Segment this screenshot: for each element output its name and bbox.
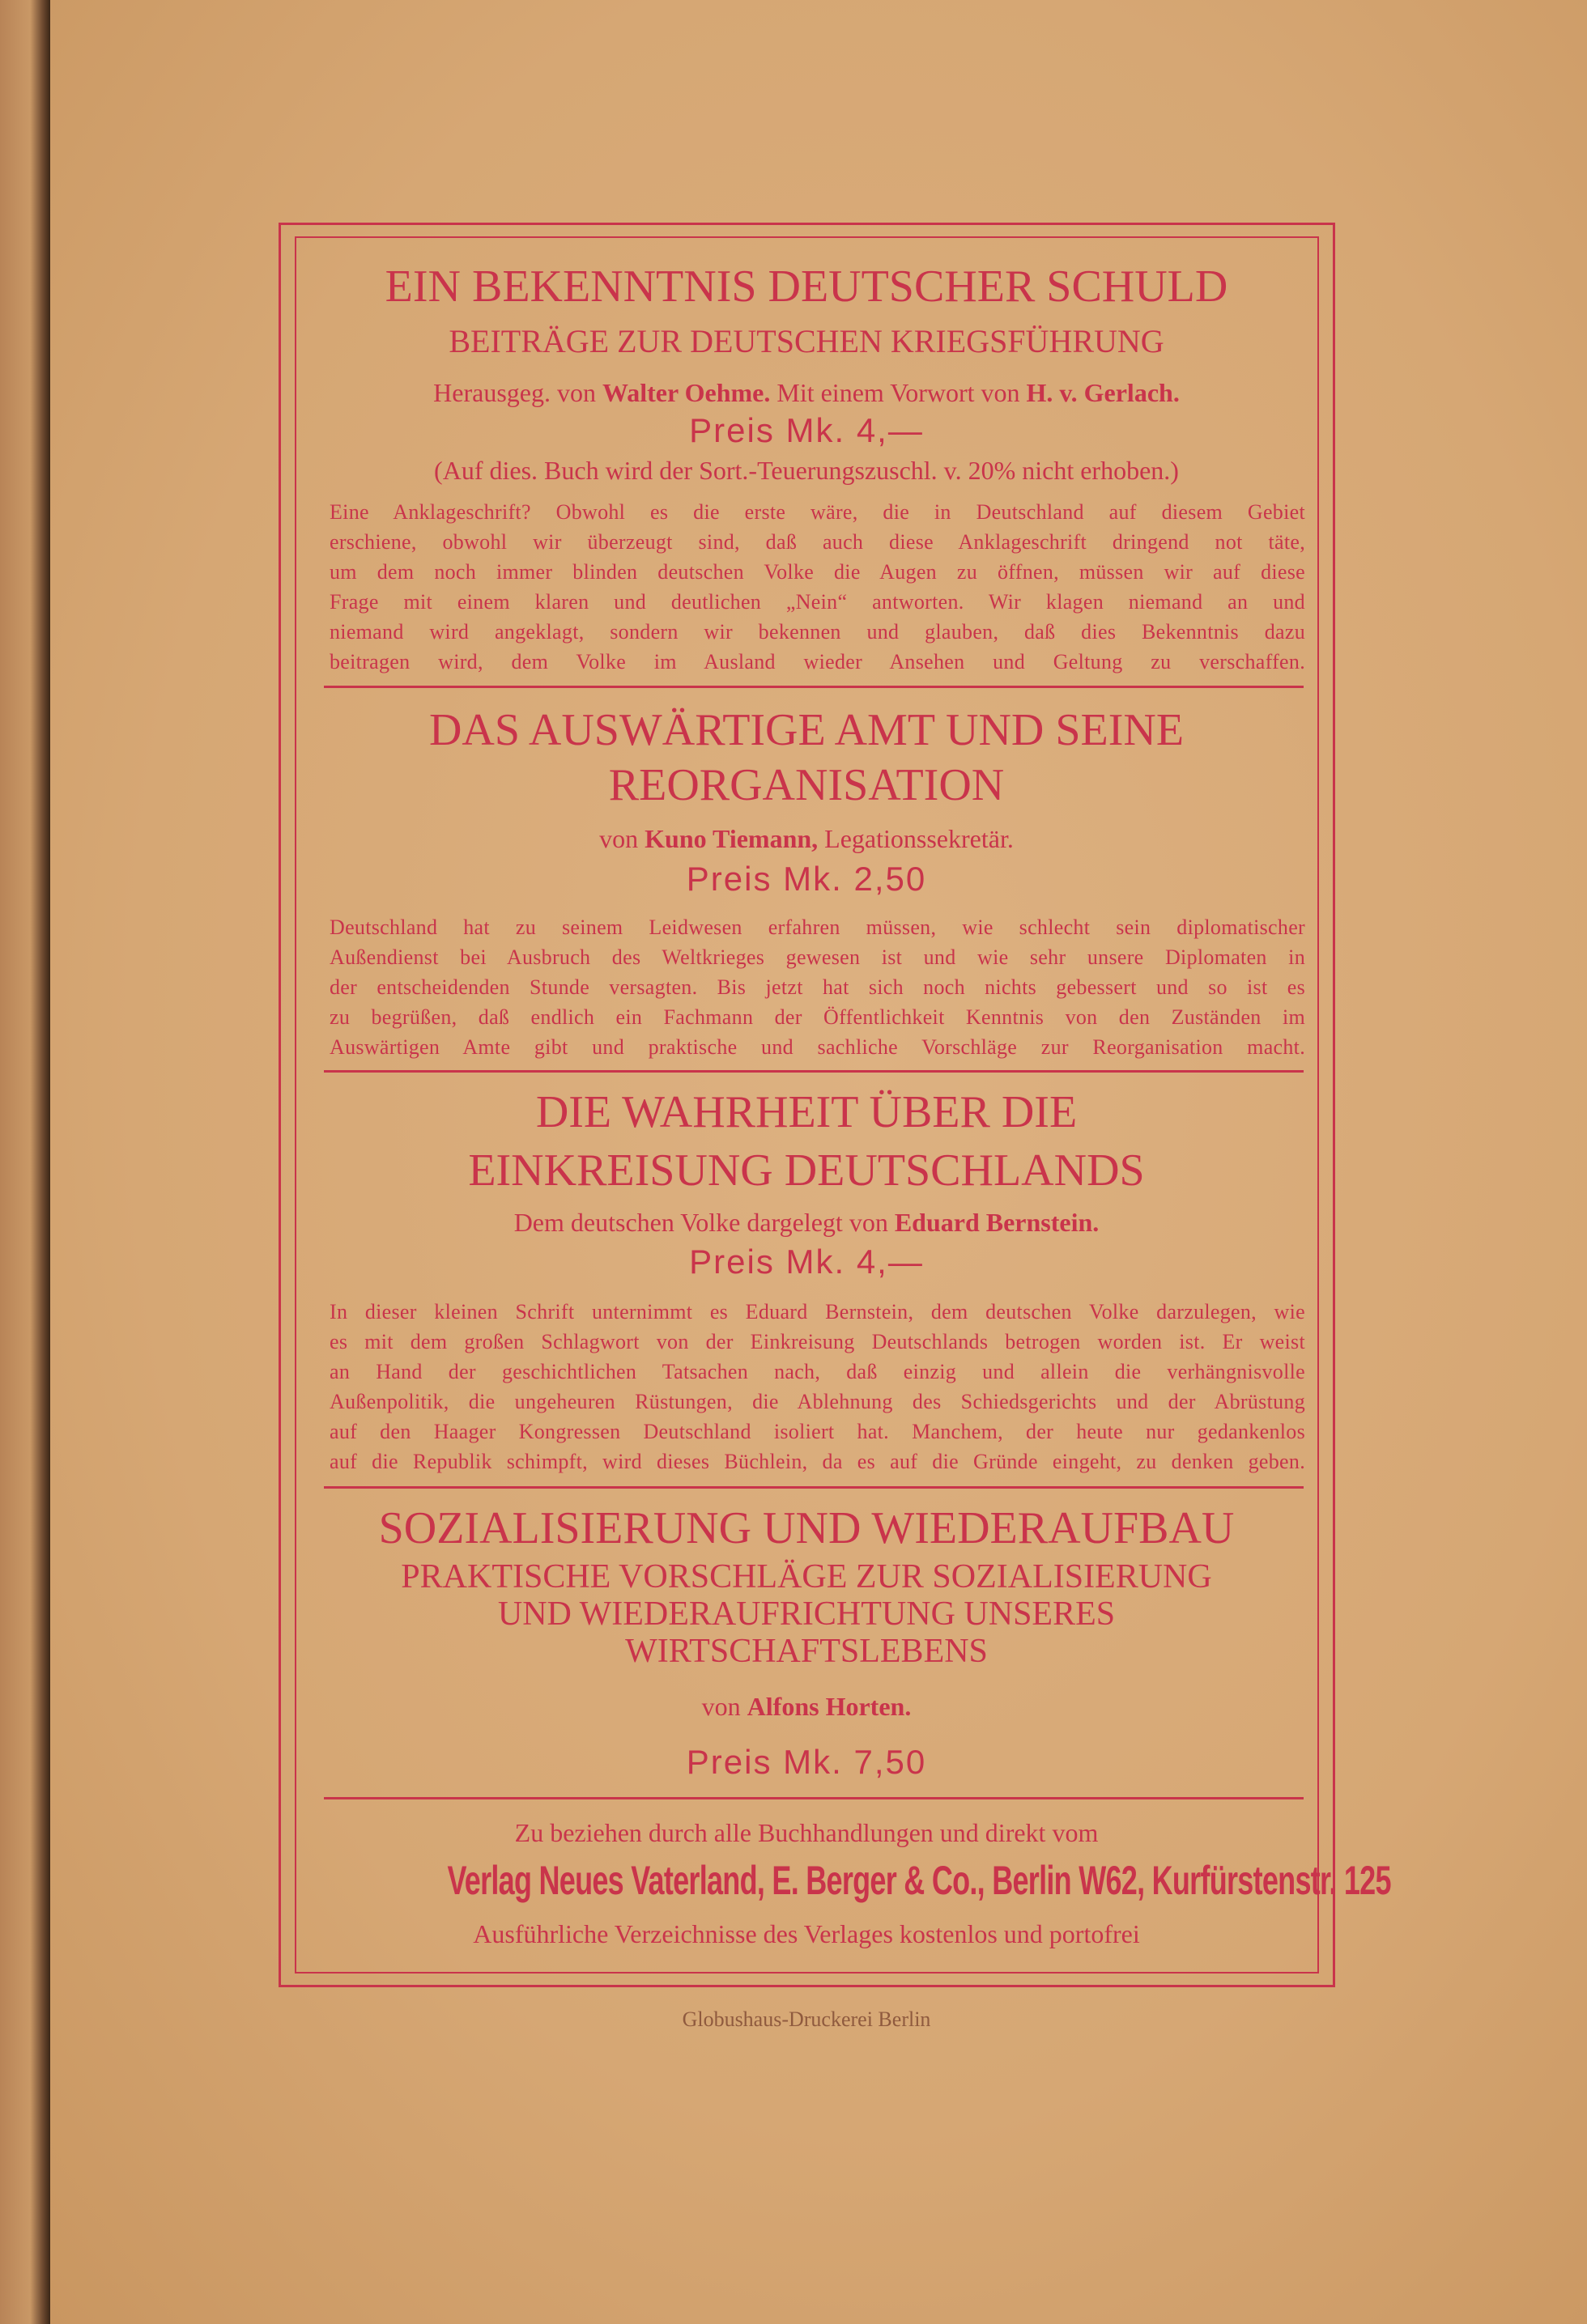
ad1-note: (Auf dies. Buch wird der Sort.-Teuerungszuschl. v. 20% nicht erhoben.) — [434, 456, 1179, 485]
byline-prefix: von — [599, 824, 639, 853]
divider — [324, 1797, 1304, 1799]
byline-author: Eduard Bernstein. — [894, 1208, 1100, 1237]
byline-prefix: Herausgeg. von — [433, 378, 596, 407]
text-line: auf die Republik schimpft, wird dieses Büchlein, da es auf die Gründe eingeht, zu denken geben. — [330, 1450, 1305, 1473]
text-line: niemand wird angeklagt, sondern wir bekennen und glauben, daß dies Bekenntnis dazu — [330, 620, 1305, 644]
ad1-title: EIN BEKENNTNIS DEUTSCHER SCHULD — [385, 261, 1228, 312]
byline-author: Kuno Tiemann, — [645, 824, 819, 853]
previous-page-edge — [0, 0, 50, 2324]
ad4-price: Preis Mk. 7,50 — [686, 1743, 927, 1781]
text-line: Frage mit einem klaren und deutlichen „Nein“ antworten. Wir klagen niemand an und — [330, 590, 1305, 614]
byline-middle: Mit einem Vorwort von — [770, 378, 1020, 407]
ad1-byline — [308, 378, 1305, 408]
text-line: Deutschland hat zu seinem Leidwesen erfahren müssen, wie schlecht sein diplomatischer — [330, 916, 1305, 939]
ad2-price: Preis Mk. 2,50 — [686, 860, 927, 898]
text-line: um dem noch immer blinden deutschen Volke die Augen zu öffnen, müssen wir auf diese — [330, 560, 1305, 584]
text-line: an Hand der geschichtlichen Tatsachen nach, daß einzig und allein die verhängnisvolle — [330, 1360, 1305, 1383]
text-line: erschiene, obwohl wir überzeugt sind, daß auch diese Anklageschrift dringend not täte, — [330, 530, 1305, 554]
byline-prefix: Dem deutschen Volke dargelegt von — [513, 1208, 888, 1237]
ad2-title-line1: DAS AUSWÄRTIGE AMT UND SEINE — [428, 705, 1185, 755]
text-line: es mit dem großen Schlagwort von der Einkreisung Deutschlands betrogen worden ist. Er weist — [330, 1330, 1305, 1353]
ad3-price: Preis Mk. 4,— — [689, 1243, 924, 1281]
text-line: Außendienst bei Ausbruch des Weltkrieges gewesen ist und wie sehr unsere Diplomaten in — [330, 945, 1305, 969]
text-line: Auswärtigen Amte gibt und praktische und sachliche Vorschläge zur Reorganisation macht. — [330, 1035, 1305, 1059]
ad2-description — [330, 912, 1305, 1062]
order-line: Zu beziehen durch alle Buchhandlungen und direkt vom — [514, 1818, 1099, 1847]
ad3-title-line2: EINKREISUNG DEUTSCHLANDS — [468, 1145, 1145, 1196]
divider — [324, 1070, 1304, 1073]
ad4-subtitle-line2: UND WIEDERAUFRICHTUNG UNSERES — [497, 1595, 1116, 1633]
byline-author: Walter Oehme. — [602, 378, 771, 407]
text-line: Außenpolitik, die ungeheuren Rüstungen, die Ablehnung des Schiedsgerichts und der Abrüstung — [330, 1390, 1305, 1413]
ad1-price: Preis Mk. 4,— — [689, 411, 924, 449]
ad3-description — [330, 1297, 1305, 1476]
ad4-subtitle-line1: PRAKTISCHE VORSCHLÄGE ZUR SOZIALISIERUNG — [401, 1558, 1212, 1595]
ad4-byline — [308, 1692, 1305, 1722]
ad2-title-line2: REORGANISATION — [608, 760, 1005, 810]
byline-author: Alfons Horten. — [747, 1692, 912, 1721]
ad4-title: SOZIALISIERUNG UND WIEDERAUFBAU — [378, 1503, 1235, 1553]
byline-middle: Legationssekretär. — [818, 824, 1014, 853]
divider — [324, 686, 1304, 688]
text-line: Eine Anklageschrift? Obwohl es die erste wäre, die in Deutschland auf diesem Gebiet — [330, 500, 1305, 524]
text-line: In dieser kleinen Schrift unternimmt es Eduard Bernstein, dem deutschen Volke darzulegen, wie — [330, 1300, 1305, 1323]
text-line: beitragen wird, dem Volke im Ausland wieder Ansehen und Geltung zu verschaffen. — [330, 650, 1305, 673]
printer-imprint: Globushaus-Druckerei Berlin — [682, 2007, 931, 2031]
catalog-line: Ausführliche Verzeichnisse des Verlages kostenlos und portofrei — [473, 1919, 1140, 1948]
ad1-description — [330, 497, 1305, 677]
ad3-title-line1: DIE WAHRHEIT ÜBER DIE — [535, 1087, 1078, 1137]
ad2-byline — [308, 824, 1305, 854]
text-line: auf den Haager Kongressen Deutschland isoliert hat. Manchem, der heute nur gedankenlos — [330, 1420, 1305, 1443]
text-line: der entscheidenden Stunde versagten. Bis jetzt hat sich noch nichts gebessert und so ist es — [330, 975, 1305, 999]
ad4-subtitle-line3: WIRTSCHAFTSLEBENS — [625, 1633, 988, 1670]
ad3-byline — [308, 1208, 1305, 1238]
divider — [324, 1486, 1304, 1489]
byline-prefix: von — [701, 1692, 741, 1721]
ad1-subtitle: BEITRÄGE ZUR DEUTSCHEN KRIEGSFÜHRUNG — [449, 323, 1164, 359]
publisher-name: Verlag Neues Vaterland, E. Berger & Co., Berlin W62, Kurfürstenstr. 125 — [447, 1858, 1391, 1903]
byline-author2: H. v. Gerlach. — [1026, 378, 1180, 407]
text-line: zu begrüßen, daß endlich ein Fachmann der Öffentlichkeit Kenntnis von den Zuständen im — [330, 1005, 1305, 1029]
